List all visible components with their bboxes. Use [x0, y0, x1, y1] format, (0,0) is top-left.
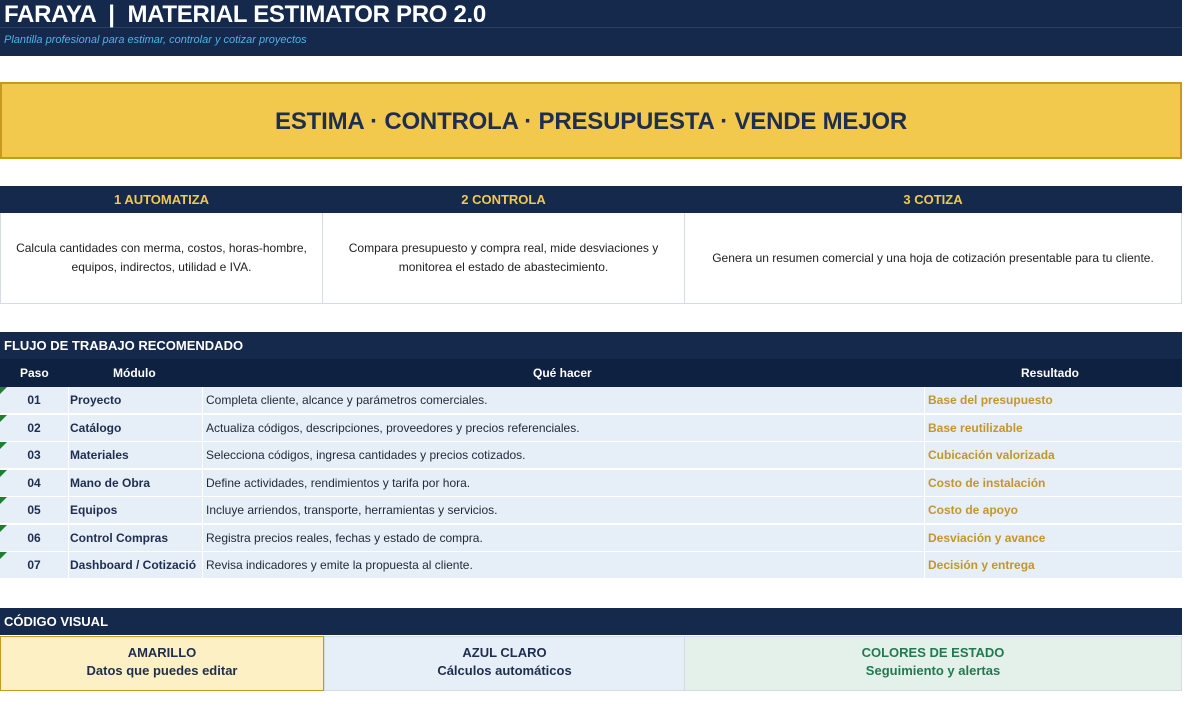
- row-resultado: Costo de instalación: [928, 475, 1046, 490]
- row-paso: 04: [27, 475, 41, 490]
- legend-status-subtitle: Seguimiento y alertas: [865, 663, 1001, 678]
- col-paso: Paso: [20, 366, 49, 380]
- step-3-description: [684, 213, 1182, 304]
- step-2-title: 2 CONTROLA: [323, 186, 684, 213]
- column-divider: [924, 525, 925, 552]
- row-modulo: Dashboard / Cotizació: [70, 558, 197, 572]
- legend-yellow-subtitle: Datos que puedes editar: [86, 663, 238, 678]
- step-2-description: [322, 213, 685, 304]
- step-3-title: 3 COTIZA: [684, 186, 1182, 213]
- column-divider: [202, 525, 203, 552]
- col-que-hacer: Qué hacer: [533, 366, 592, 380]
- column-divider: [924, 387, 925, 414]
- column-divider: [202, 442, 203, 469]
- step-2-text: Compara presupuesto y compra real, mide desviaciones y monitorea el estado de abastecimiento.: [348, 241, 659, 274]
- row-que-hacer: Actualiza códigos, descripciones, proveedores y precios referenciales.: [206, 420, 580, 435]
- row-que-hacer: Incluye arriendos, transporte, herramientas y servicios.: [206, 503, 498, 517]
- col-modulo: Módulo: [113, 366, 156, 380]
- step-1-description: [0, 213, 323, 304]
- legend-status-colors: [684, 636, 1182, 691]
- row-resultado: Base del presupuesto: [928, 393, 1053, 407]
- row-modulo: Control Compras: [70, 530, 169, 545]
- row-modulo: Catálogo: [70, 420, 122, 435]
- title-bar: [0, 0, 1182, 28]
- row-resultado: Desviación y avance: [928, 530, 1046, 545]
- table-row: [0, 442, 1182, 469]
- legend-light-blue-title: AZUL CLARO: [462, 645, 547, 660]
- table-row: [0, 415, 1182, 442]
- row-paso: 07: [27, 558, 41, 572]
- row-resultado: Cubicación valorizada: [928, 448, 1055, 462]
- row-que-hacer: Revisa indicadores y emite la propuesta al cliente.: [206, 558, 473, 572]
- row-paso: 05: [27, 503, 41, 517]
- column-divider: [68, 442, 69, 469]
- row-que-hacer: Registra precios reales, fechas y estado de compra.: [206, 530, 483, 545]
- row-resultado: Costo de apoyo: [928, 503, 1019, 517]
- column-divider: [924, 442, 925, 469]
- workflow-section-title: FLUJO DE TRABAJO RECOMENDADO: [0, 332, 1182, 359]
- column-divider: [202, 415, 203, 442]
- column-divider: [68, 497, 69, 524]
- column-divider: [68, 525, 69, 552]
- table-row: [0, 552, 1182, 579]
- column-divider: [202, 497, 203, 524]
- legend-section-title: CÓDIGO VISUAL: [0, 608, 1182, 635]
- legend-status-title: COLORES DE ESTADO: [861, 645, 1005, 660]
- slogan-banner: [0, 82, 1182, 159]
- step-1-text: Calcula cantidades con merma, costos, horas-hombre, equipos, indirectos, utilidad e IVA.: [16, 241, 307, 274]
- legend-light-blue: [324, 636, 685, 691]
- row-resultado: Decisión y entrega: [928, 558, 1035, 572]
- row-que-hacer: Define actividades, rendimientos y tarifa por hora.: [206, 475, 471, 490]
- column-divider: [68, 552, 69, 579]
- row-que-hacer: Completa cliente, alcance y parámetros comerciales.: [206, 393, 488, 407]
- row-paso: 06: [27, 530, 41, 545]
- row-que-hacer: Selecciona códigos, ingresa cantidades y precios cotizados.: [206, 448, 526, 462]
- legend-light-blue-subtitle: Cálculos automáticos: [437, 663, 572, 678]
- table-row: [0, 525, 1182, 552]
- column-divider: [924, 552, 925, 579]
- step-3-text: Genera un resumen comercial y una hoja de cotización presentable para tu cliente.: [712, 250, 1154, 265]
- column-divider: [202, 387, 203, 414]
- row-modulo: Materiales: [70, 448, 129, 462]
- step-1-title: 1 AUTOMATIZA: [0, 186, 323, 213]
- col-resultado: Resultado: [1021, 366, 1080, 380]
- subtitle-bar: [0, 28, 1182, 56]
- column-divider: [68, 415, 69, 442]
- column-divider: [924, 497, 925, 524]
- legend-yellow-title: AMARILLO: [127, 645, 197, 660]
- table-row: [0, 387, 1182, 414]
- column-divider: [924, 470, 925, 497]
- row-paso: 03: [27, 448, 41, 462]
- row-resultado: Base reutilizable: [928, 420, 1023, 435]
- row-modulo: Mano de Obra: [70, 475, 151, 490]
- row-modulo: Proyecto: [70, 393, 122, 407]
- slogan-text: ESTIMA · CONTROLA · PRESUPUESTA · VENDE MEJOR: [275, 108, 907, 135]
- column-divider: [68, 387, 69, 414]
- column-divider: [68, 470, 69, 497]
- app-title: FARAYA | MATERIAL ESTIMATOR PRO 2.0: [4, 1, 486, 28]
- column-divider: [924, 415, 925, 442]
- app-subtitle: Plantilla profesional para estimar, controlar y cotizar proyectos: [4, 34, 307, 46]
- table-row: [0, 470, 1182, 497]
- row-modulo: Equipos: [70, 503, 118, 517]
- column-divider: [202, 470, 203, 497]
- table-row: [0, 497, 1182, 524]
- legend-yellow: [0, 636, 324, 691]
- workflow-table-header: [0, 359, 1182, 387]
- column-divider: [202, 552, 203, 579]
- row-paso: 01: [27, 393, 41, 407]
- row-paso: 02: [27, 420, 41, 435]
